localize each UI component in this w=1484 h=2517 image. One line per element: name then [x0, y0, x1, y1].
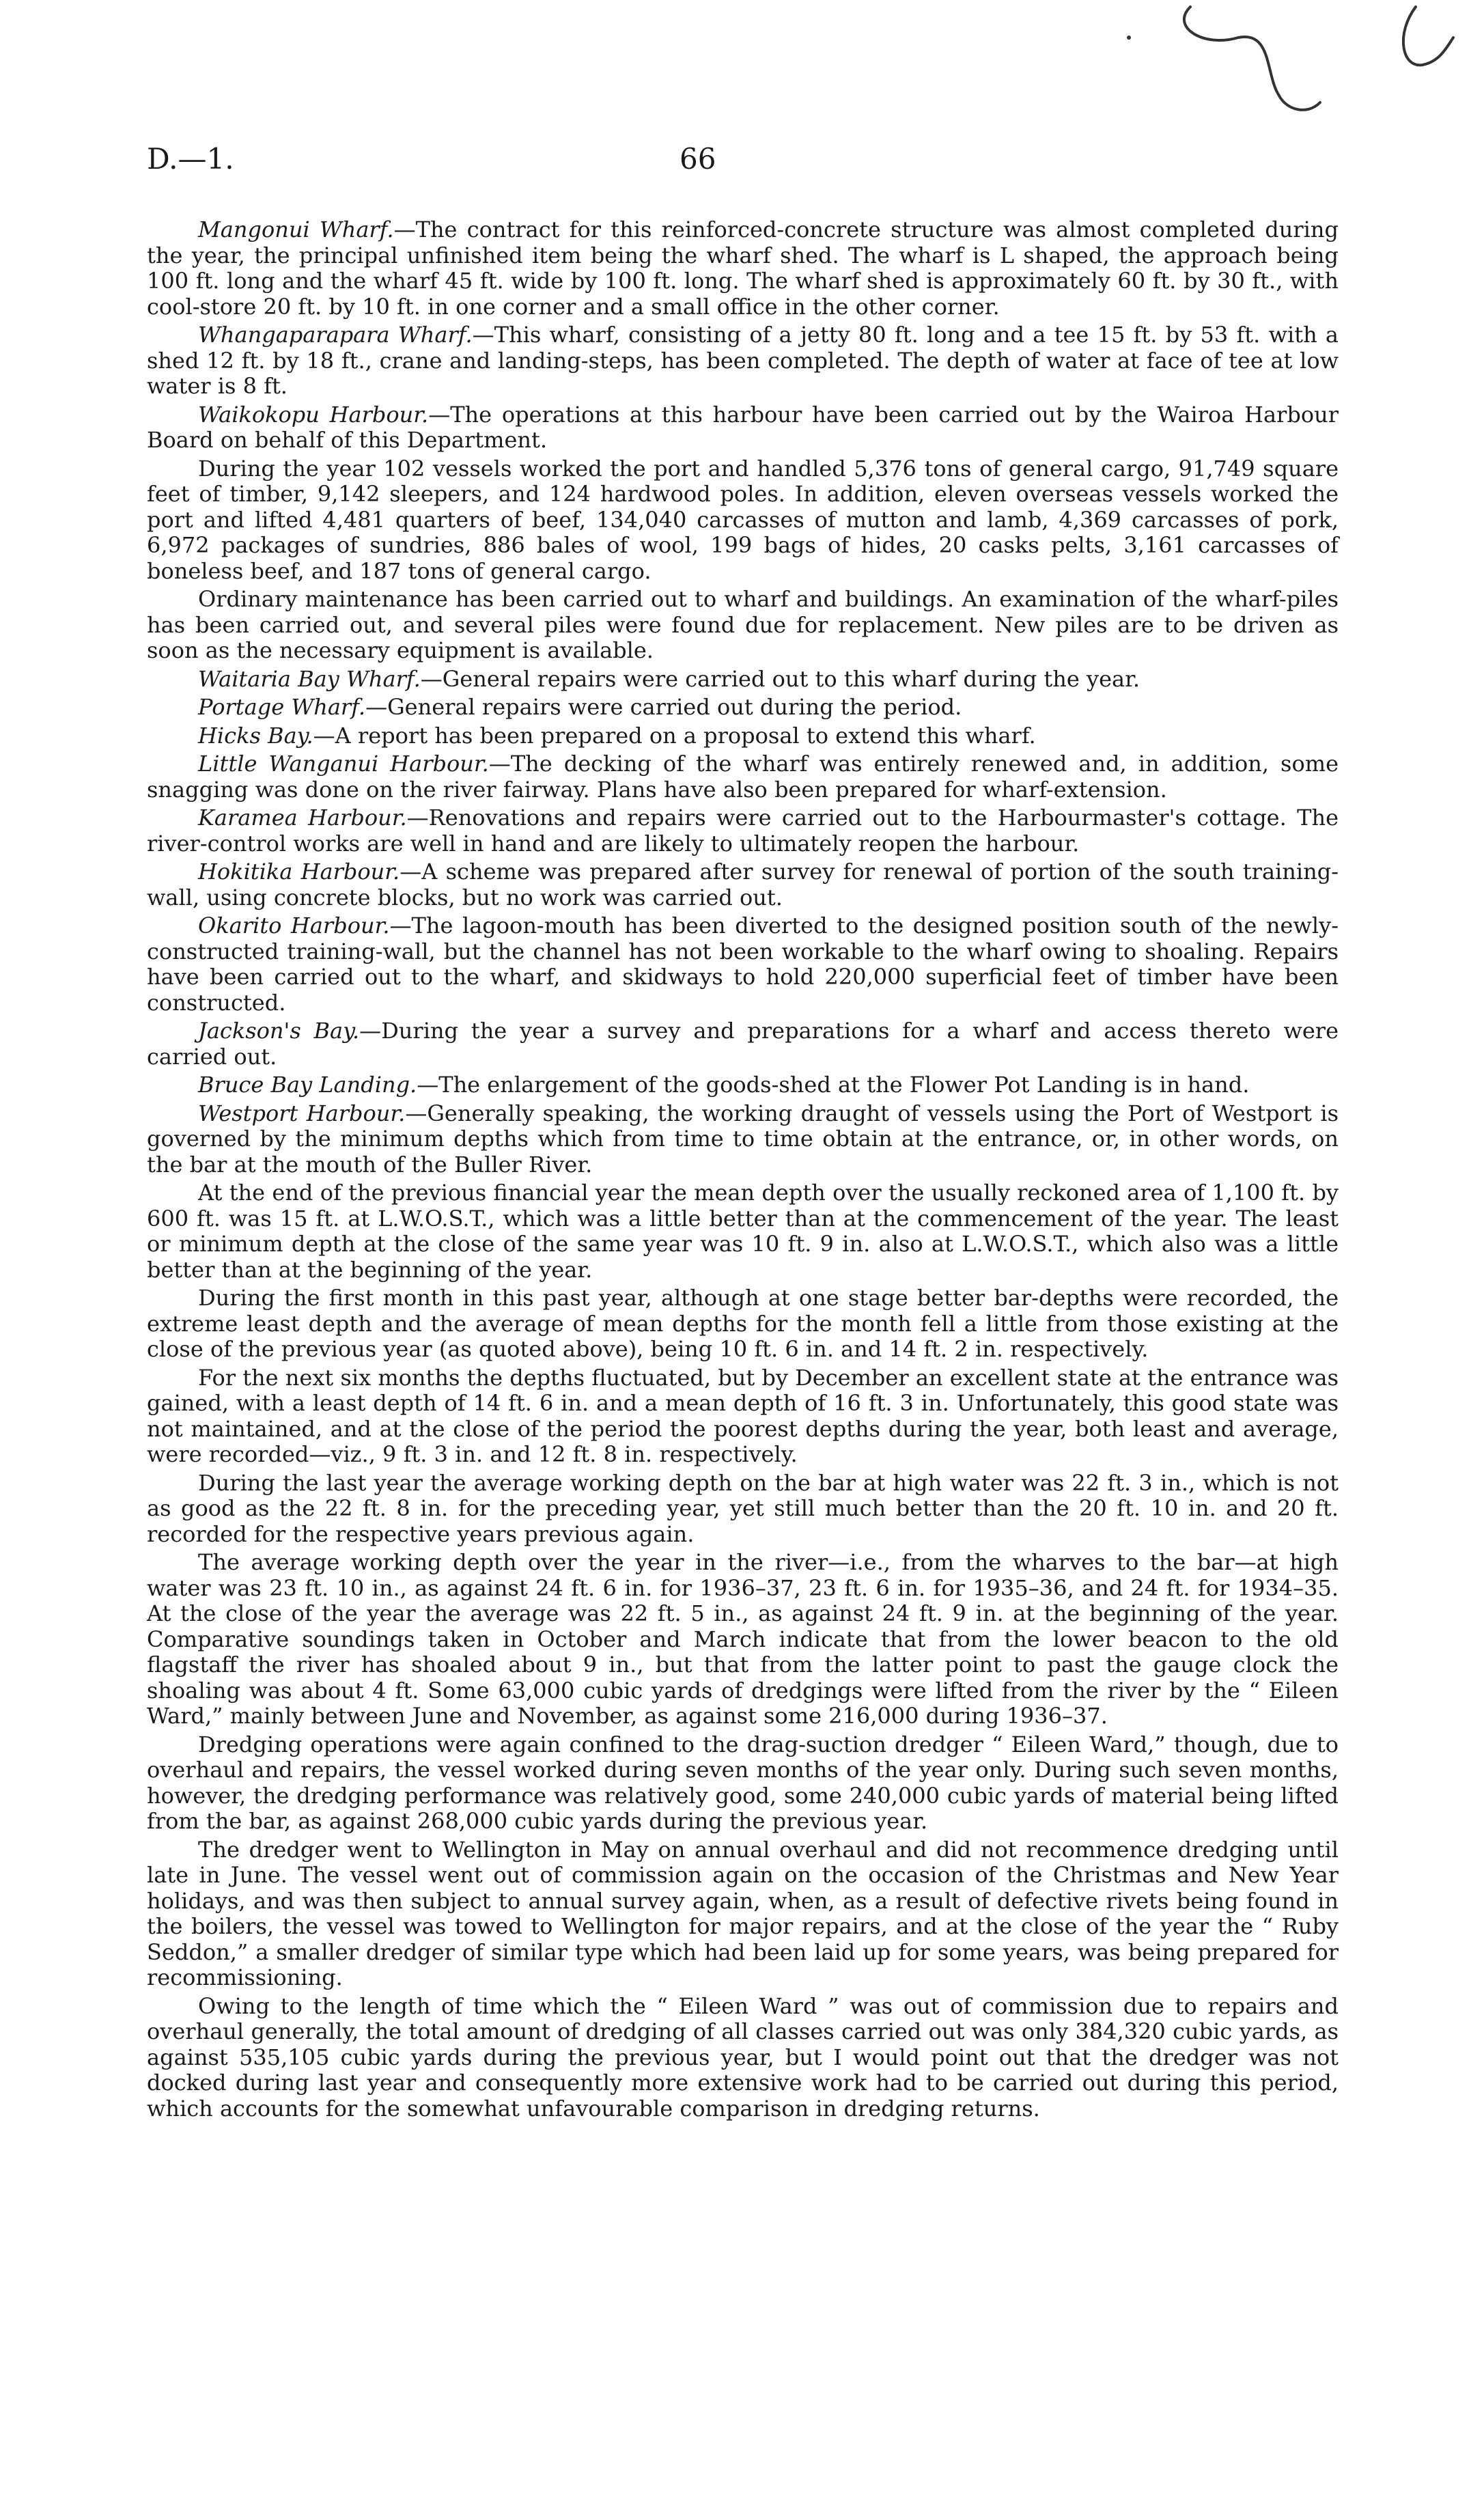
paragraph — [147, 456, 1339, 585]
paragraph-text: —General repairs were carried out during the period. — [365, 694, 962, 720]
paragraph — [147, 1365, 1339, 1468]
paragraph — [147, 402, 1339, 454]
paragraph — [147, 587, 1339, 664]
paragraph — [147, 322, 1339, 400]
paragraph-text: During the last year the average working depth on the bar at high water was 22 ft. 3 in., which is not as good as the 22 ft. 8 in. for the preceding year, yet still much better than the 20 ft. 10 in. and 20 ft. recorded for the respective years previous again. — [147, 1469, 1339, 1547]
paragraph — [147, 1471, 1339, 1548]
paragraph-text: During the year 102 vessels worked the port and handled 5,376 tons of general cargo, 91,749 square feet of timber, 9,142 sleepers, and 124 hardwood poles. In addition, eleven overseas vessels worked the port and lifted 4,481 quarters of beef, 134,040 carcasses of mutton and lamb, 4,369 carcasses of pork, 6,972 packages of sundries, 886 bales of wool, 199 bags of hides, 20 casks pelts, 3,161 carcasses of boneless beef, and 187 tons of general cargo. — [147, 455, 1339, 584]
paragraph — [147, 1018, 1339, 1070]
paragraph-text: During the first month in this past year, although at one stage better bar-depths were recorded, the extreme least depth and the average of mean depths for the month fell a little from those existing at the close of the previous year (as quoted above), being 10 ft. 6 in. and 14 ft. 2 in. respectively. — [147, 1285, 1339, 1362]
paragraph — [147, 723, 1339, 749]
paragraph-text: —This wharf, consisting of a jetty 80 ft. long and a tee 15 ft. by 53 ft. with a shed 12 ft. by 18 ft., crane and landing-steps, has been completed. The depth of water at face of tee at low water is 8 ft. — [147, 322, 1339, 399]
paragraph — [147, 1732, 1339, 1835]
paragraph-heading: Bruce Bay Landing. — [198, 1072, 417, 1098]
page-header — [147, 142, 1334, 190]
paragraph-heading: Jackson's Bay. — [198, 1018, 360, 1044]
body-text — [147, 217, 1339, 2124]
paragraph — [147, 217, 1339, 320]
paragraph-text: Ordinary maintenance has been carried out to wharf and buildings. An examination of the wharf-piles has been carried out, and several piles were found due for replacement. New piles are to be driven as soon as the necessary equipment is available. — [147, 586, 1339, 663]
paragraph — [147, 695, 1339, 721]
paragraph-heading: Hicks Bay. — [198, 722, 313, 749]
paragraph-heading: Mangonui Wharf. — [198, 217, 394, 242]
paragraph — [147, 1837, 1339, 1991]
paragraph-text: —The enlargement of the goods-shed at the Flower Pot Landing is in hand. — [417, 1072, 1250, 1098]
handwritten-annotation-mark — [1102, 0, 1457, 137]
paragraph-heading: Westport Harbour. — [198, 1100, 406, 1126]
paragraph-text: For the next six months the depths fluctuated, but by December an excellent state at the entrance was gained, with a least depth of 14 ft. 6 in. and a mean depth of 16 ft. 3 in. Unfortunately, this good state was not maintained, and at the close of the period the poorest depths during the year, both least and average, were recorded—viz., 9 ft. 3 in. and 12 ft. 8 in. respectively. — [147, 1364, 1339, 1467]
paragraph — [147, 1101, 1339, 1178]
paragraph-heading: Waitaria Bay Wharf. — [198, 665, 421, 692]
paragraph-text: At the end of the previous financial year the mean depth over the usually reckoned area of 1,100 ft. by 600 ft. was 15 ft. at L.W.O.S.T., which was a little better than at the commencement of the year. The least or minimum depth at the close of the same year was 10 ft. 9 in. also at L.W.O.S.T., which also was a little better than at the beginning of the year. — [147, 1180, 1339, 1283]
paragraph-heading: Okarito Harbour. — [198, 913, 390, 938]
paragraph — [147, 1550, 1339, 1729]
paragraph-text: Dredging operations were again confined to the drag-suction dredger “ Eileen Ward,” though, due to overhaul and repairs, the vessel worked during seven months of the year only. During such seven months, however, the dredging performance was relatively good, some 240,000 cubic yards of material being lifted from the bar, as against 268,000 cubic yards during the previous year. — [147, 1731, 1339, 1834]
paragraph — [147, 1180, 1339, 1283]
paragraph-text: —A scheme was prepared after survey for renewal of portion of the south training-wall, using concrete blocks, but no work was carried out. — [147, 859, 1339, 910]
paragraph-text: —The operations at this harbour have been carried out by the Wairoa Harbour Board on behalf of this Department. — [147, 401, 1339, 453]
paragraph — [147, 1994, 1339, 2122]
paragraph-text: —The lagoon-mouth has been diverted to the designed position south of the newly-constructed training-wall, but the channel has not been workable to the wharf owing to shoaling. Repairs have been carried out to the wharf, and skidways to hold 220,000 superficial feet of timber have been constructed. — [147, 913, 1339, 1016]
paragraph-text: Owing to the length of time which the “ Eileen Ward ” was out of commission due to repairs and overhaul generally, the total amount of dredging of all classes carried out was only 384,320 cubic yards, as against 535,105 cubic yards during the previous year, but I would point out that the dredger was not docked during last year and consequently more extensive work had to be carried out during this period, which accounts for the somewhat unfavourable comparison in dredging returns. — [147, 1992, 1339, 2122]
paragraph-text: —During the year a survey and preparations for a wharf and access thereto were carried out. — [147, 1018, 1339, 1070]
paragraph — [147, 859, 1339, 910]
paragraph-heading: Whangaparapara Wharf. — [198, 322, 473, 348]
document-reference: D.—1. — [147, 142, 234, 176]
paragraph — [147, 913, 1339, 1016]
paragraph-text: The average working depth over the year in the river—i.e., from the wharves to the bar—at high water was 23 ft. 10 in., as against 24 ft. 6 in. for 1936–37, 23 ft. 6 in. for 1935–36, and 24 ft. for 1934–35. At the close of the year the average was 22 ft. 5 in., as against 24 ft. 9 in. at the beginning of the year. Comparative soundings taken in October and March indicate that from the lower beacon to the old flagstaff the river has shoaled about 9 in., but that from the latter point to past the gauge clock the shoaling was about 4 ft. Some 63,000 cubic yards of dredgings were lifted from the river by the “ Eileen Ward,” mainly between June and November, as against some 216,000 during 1936–37. — [147, 1549, 1339, 1729]
paragraph — [147, 1285, 1339, 1363]
paragraph — [147, 805, 1339, 857]
paragraph-text: —A report has been prepared on a proposal to extend this wharf. — [313, 722, 1036, 749]
paragraph-text: The dredger went to Wellington in May on annual overhaul and did not recommence dredging until late in June. The vessel went out of commission again on the occasion of the Christmas and New Year holidays, and was then subject to annual survey again, when, as a result of defective rivets being found in the boilers, the vessel was towed to Wellington for major repairs, and at the close of the year the “ Ruby Seddon,” a smaller dredger of similar type which had been laid up for some years, was being prepared for recommissioning. — [147, 1836, 1339, 1990]
paragraph-text: —Generally speaking, the working draught of vessels using the Port of Westport is governed by the minimum depths which from time to time obtain at the entrance, or, in other words, on the bar at the mouth of the Buller River. — [147, 1100, 1339, 1178]
paragraph-text: —Renovations and repairs were carried out to the Harbourmaster's cottage. The river-control works are well in hand and are likely to ultimately reopen the harbour. — [147, 805, 1339, 857]
paragraph-text: —The contract for this reinforced-concrete structure was almost completed during the year, the principal unfinished item being the wharf shed. The wharf is L shaped, the approach being 100 ft. long and the wharf 45 ft. wide by 100 ft. long. The wharf shed is approximately 60 ft. by 30 ft., with cool-store 20 ft. by 10 ft. in one corner and a small office in the other corner. — [147, 217, 1339, 320]
page-number: 66 — [680, 142, 716, 176]
paragraph-heading: Karamea Harbour. — [198, 805, 407, 831]
paragraph-text: —General repairs were carried out to this wharf during the year. — [420, 665, 1140, 692]
paragraph — [147, 751, 1339, 803]
paragraph — [147, 667, 1339, 693]
paragraph-heading: Hokitika Harbour. — [198, 859, 400, 885]
paragraph-heading: Little Wanganui Harbour. — [198, 751, 489, 777]
paragraph-text: —The decking of the wharf was entirely renewed and, in addition, some snagging was done on the river fairway. Plans have also been prepared for wharf-extension. — [147, 751, 1339, 803]
paragraph-heading: Waikokopu Harbour. — [198, 401, 429, 428]
paragraph — [147, 1072, 1339, 1098]
paragraph-heading: Portage Wharf. — [198, 694, 366, 720]
